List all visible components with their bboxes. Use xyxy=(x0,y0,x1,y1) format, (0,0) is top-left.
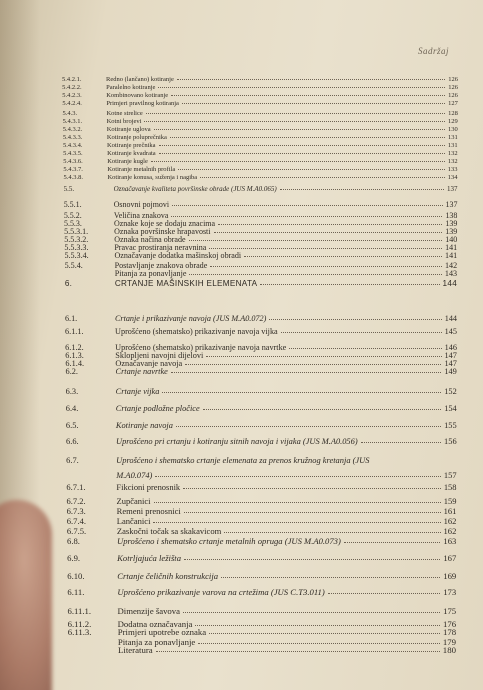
toc-entry xyxy=(63,134,458,141)
toc-entry xyxy=(65,327,457,336)
toc-leader-dots xyxy=(209,633,440,634)
toc-entry-number: 6.4. xyxy=(65,404,79,413)
toc-leader-dots xyxy=(210,266,442,267)
toc-entry-number: 6.3. xyxy=(65,387,79,396)
toc-leader-dots xyxy=(171,372,441,373)
toc-entry xyxy=(62,76,458,83)
toc-entry-page: 173 xyxy=(443,587,457,597)
toc-entry-page: 146 xyxy=(444,343,457,352)
toc-entry-page: 157 xyxy=(443,470,457,480)
toc-entry xyxy=(62,110,457,117)
toc-leader-dots xyxy=(183,488,441,489)
toc-entry-page: 179 xyxy=(442,637,457,647)
toc-entry-number: 5.4.3.8. xyxy=(63,174,83,181)
toc-entry-number: 6.7. xyxy=(66,455,79,465)
toc-entry xyxy=(62,84,458,91)
toc-entry xyxy=(63,166,457,173)
toc-leader-dots xyxy=(172,205,442,206)
toc-entry-title: Dimenzije šavova xyxy=(117,606,180,616)
toc-leader-dots xyxy=(189,274,441,275)
toc-entry-page: 132 xyxy=(447,158,458,165)
toc-entry-page: 131 xyxy=(447,142,458,149)
toc-entry-title: M.A0.074) xyxy=(116,470,153,480)
toc-entry xyxy=(67,516,457,526)
toc-entry-title: Kotrljajuća ležišta xyxy=(117,553,181,563)
toc-entry xyxy=(67,553,456,563)
toc-entry-page: 156 xyxy=(444,437,457,446)
toc-entry xyxy=(65,314,457,323)
toc-entry-number: 5.5.3.1. xyxy=(64,227,89,236)
toc-entry xyxy=(64,200,458,209)
toc-entry-number: 6.1.4. xyxy=(65,359,85,368)
toc-entry-title: CRTANJE MAŠINSKIH ELEMENATA xyxy=(114,279,258,288)
toc-entry-number: 5.5.3. xyxy=(63,219,82,228)
toc-entry-number: 5.5.3.2. xyxy=(64,235,89,244)
toc-entry-title: Kotiranje prečnika xyxy=(106,142,156,149)
toc-entry-page: 178 xyxy=(442,627,457,637)
toc-entry xyxy=(67,506,457,516)
toc-entry-title: Kotiranje uglova xyxy=(106,126,151,133)
toc-leader-dots xyxy=(200,177,445,178)
toc-entry-page: 144 xyxy=(442,279,458,288)
toc-leader-dots xyxy=(178,169,445,170)
toc-entry-title: Označavanje kvaliteta površinske obrade (JUS M.A0.065) xyxy=(113,185,277,193)
toc-leader-dots xyxy=(177,79,445,80)
toc-entry xyxy=(65,279,457,288)
toc-leader-dots xyxy=(195,625,440,626)
toc-leader-dots xyxy=(155,476,441,477)
toc-entry-number: 6.1.1. xyxy=(65,327,84,336)
toc-entry-title: Označavanje navoja xyxy=(115,359,183,368)
toc-entry-title: Literatura xyxy=(118,645,153,655)
toc-entry-number: 5.4.3.2. xyxy=(62,126,83,133)
toc-entry-page: 162 xyxy=(443,516,457,526)
toc-leader-dots xyxy=(184,559,440,560)
toc-leader-dots xyxy=(244,256,442,257)
toc-entry-number: 5.5.3.3. xyxy=(64,243,89,252)
toc-entry-number: 6.7.2. xyxy=(66,496,86,506)
toc-entry-title: Dodatna označavanja xyxy=(117,619,193,629)
toc-leader-dots xyxy=(184,512,441,513)
toc-entry-number: 6.5. xyxy=(65,421,79,430)
toc-entry xyxy=(63,150,458,157)
toc-leader-dots xyxy=(183,612,440,613)
toc-entry-title: Kotiranje kvadrata xyxy=(107,150,156,157)
toc-entry-page: 126 xyxy=(448,76,458,83)
toc-entry-page: 139 xyxy=(445,227,458,236)
toc-leader-dots xyxy=(182,103,445,104)
toc-leader-dots xyxy=(154,129,445,130)
toc-entry xyxy=(66,404,457,413)
toc-entry-title: Kotiranje konusa, suženja i nagiba xyxy=(107,174,198,181)
toc-entry-title: Kombinovano kotiranje xyxy=(106,92,169,99)
toc-entry-number: 5.5.4. xyxy=(64,261,83,270)
toc-entry-page: 159 xyxy=(443,496,457,506)
toc-entry-number: 6. xyxy=(64,279,73,288)
toc-entry xyxy=(66,470,456,480)
toc-leader-dots xyxy=(159,145,445,146)
toc-entry xyxy=(67,571,456,581)
toc-leader-dots xyxy=(281,332,442,333)
toc-entry-page: 149 xyxy=(444,367,457,376)
toc-entry-title: Lančanici xyxy=(116,516,151,526)
toc-leader-dots xyxy=(170,137,445,138)
toc-entry-title: Crtanje i prikazivanje navoja (JUS M.A0.072) xyxy=(114,314,267,323)
toc-entry xyxy=(67,496,457,506)
toc-entry-page: 126 xyxy=(448,84,458,91)
toc-entry-page: 127 xyxy=(448,100,458,107)
toc-entry-page: 147 xyxy=(444,359,457,368)
toc-entry xyxy=(66,455,456,465)
toc-entry-page: 132 xyxy=(447,150,458,157)
toc-entry-number: 6.7.3. xyxy=(66,506,86,516)
toc-entry-title: Kotiranje metalnih profila xyxy=(107,166,176,173)
toc-entry-title: Uprošćeno i shematsko crtanje elemenata za prenos kružnog kretanja (JUS xyxy=(116,455,370,465)
toc-entry-page: 143 xyxy=(444,269,458,278)
toc-entry-title: Kotiranje kugle xyxy=(107,158,148,165)
toc-entry-title: Oznaka načina obrade xyxy=(114,235,186,244)
toc-entry-title: Oznaka površinske hrapavosti xyxy=(114,227,211,236)
toc-entry-number: 6.7.4. xyxy=(66,516,86,526)
toc-entry-number: 5.4.3.6. xyxy=(63,158,83,165)
toc-entry-number: 5.5.1. xyxy=(63,200,82,209)
toc-entry xyxy=(67,526,456,536)
toc-entry-number: 6.9. xyxy=(67,553,81,563)
toc-entry xyxy=(66,421,457,430)
toc-entry-page: 130 xyxy=(448,126,458,133)
toc-entry-number: 5.5. xyxy=(63,185,75,193)
toc-entry-title: Kotiranje navoja xyxy=(115,421,173,430)
toc-entry-page: 158 xyxy=(443,482,457,492)
toc-entry-title: Pitanja za ponavljanje xyxy=(114,269,187,278)
toc-entry xyxy=(66,437,457,446)
toc-entry xyxy=(68,645,456,655)
toc-entry-page: 131 xyxy=(447,134,458,141)
toc-entry-page: 138 xyxy=(445,211,458,220)
toc-entry-title: Kotiranje poluprečnika xyxy=(106,134,167,141)
toc-leader-dots xyxy=(224,532,440,533)
toc-entry-title: Osnovni pojmovi xyxy=(113,200,170,209)
toc-entry-title: Paralelno kotiranje xyxy=(106,84,156,91)
toc-entry-title: Uprošćeno prikazivanje varova na crtežima (JUS C.T3.011) xyxy=(117,587,325,597)
toc-entry-title: Uprošćeno i shematsko crtanje metalnih opruga (JUS M.A0.073) xyxy=(117,536,341,546)
toc-leader-dots xyxy=(153,522,440,523)
toc-entry-number: 5.4.2.3. xyxy=(62,92,82,99)
toc-entry-page: 162 xyxy=(443,526,457,536)
toc-entry-number: 6.7.1. xyxy=(66,482,86,492)
toc-entry-page: 141 xyxy=(445,251,458,260)
toc-leader-dots xyxy=(221,577,440,578)
toc-entry-number: 6.1. xyxy=(64,314,78,323)
toc-leader-dots xyxy=(198,643,440,644)
toc-leader-dots xyxy=(289,348,441,349)
toc-entry-number: 5.4.3.3. xyxy=(62,134,83,141)
toc-leader-dots xyxy=(171,216,442,217)
toc-leader-dots xyxy=(158,87,445,88)
toc-entry-number: 5.4.3.4. xyxy=(62,142,83,149)
toc-leader-dots xyxy=(218,224,442,225)
toc-entry-page: 145 xyxy=(444,327,457,336)
toc-leader-dots xyxy=(185,364,441,365)
toc-entry xyxy=(62,100,458,107)
toc-leader-dots xyxy=(154,502,441,503)
toc-entry xyxy=(68,606,457,616)
toc-leader-dots xyxy=(189,240,443,241)
toc-entry-number: 5.5.2. xyxy=(63,211,82,220)
toc-leader-dots xyxy=(260,284,439,285)
toc-entry-title: Primjeri upotrebe oznaka xyxy=(117,627,207,637)
toc-entry-title: Crtanje vijka xyxy=(115,387,160,396)
toc-entry-page: 142 xyxy=(444,261,458,270)
toc-leader-dots xyxy=(146,113,445,114)
toc-entry-number: 5.4.3.7. xyxy=(63,166,83,173)
toc-entry-page: 147 xyxy=(444,351,457,360)
toc-entry xyxy=(63,118,458,125)
toc-entry xyxy=(66,482,456,492)
toc-entry-page: 169 xyxy=(443,571,457,581)
toc-entry-number: 6.11.2. xyxy=(67,619,92,629)
toc-entry-title: Primjeri pravilnog kotiranja xyxy=(106,100,179,107)
toc-entry-title: Kotne strelice xyxy=(106,110,143,117)
toc-leader-dots xyxy=(156,651,440,652)
toc-entry-title: Remeni prenosnici xyxy=(116,506,181,516)
toc-entry-number: 6.1.2. xyxy=(65,343,84,352)
toc-leader-dots xyxy=(214,232,443,233)
toc-entry xyxy=(63,158,457,165)
toc-leader-dots xyxy=(159,153,445,154)
toc-entry-number: 6.2. xyxy=(65,367,78,376)
toc-entry-page: 180 xyxy=(442,645,456,655)
toc-entry-page: 139 xyxy=(445,219,458,228)
toc-entry-title: Crtanje navrtke xyxy=(115,367,168,376)
toc-entry xyxy=(62,92,458,99)
toc-entry-page: 140 xyxy=(445,235,458,244)
toc-leader-dots xyxy=(328,593,440,594)
toc-entry-title: Uprošćeno pri crtanju i kotiranju sitnih navoja i vijaka (JUS M.A0.056) xyxy=(116,437,358,446)
toc-entry-page: 137 xyxy=(446,185,458,193)
toc-entry-number: 6.11. xyxy=(67,587,85,597)
toc-leader-dots xyxy=(280,189,444,190)
toc-entry xyxy=(63,142,458,149)
toc-entry-page: 175 xyxy=(443,606,457,616)
toc-leader-dots xyxy=(209,248,442,249)
toc-entry xyxy=(68,627,456,637)
thumb-photo-overlay xyxy=(0,500,52,690)
toc-leader-dots xyxy=(171,95,445,96)
toc-entry-title: Zaskočni točak sa skakavicom xyxy=(116,526,222,536)
toc-entry xyxy=(64,185,458,193)
toc-entry xyxy=(67,587,456,597)
toc-entry-title: Zupčanici xyxy=(116,496,151,506)
toc-entry-title: Fikcioni prenosnik xyxy=(116,482,181,492)
toc-entry-page: 167 xyxy=(443,553,457,563)
toc-entry-number: 6.6. xyxy=(66,437,79,446)
toc-entry-number: 6.11.1. xyxy=(67,606,92,616)
toc-entry-title: Redno (lančano) kotiranje xyxy=(106,76,174,83)
toc-entry-number: 5.4.3.5. xyxy=(63,150,83,157)
toc-leader-dots xyxy=(361,442,441,443)
toc-leader-dots xyxy=(151,161,445,162)
toc-entry xyxy=(66,387,457,396)
toc-entry-page: 141 xyxy=(445,243,458,252)
toc-entry xyxy=(64,251,457,260)
toc-leader-dots xyxy=(203,409,442,410)
toc-entry-title: Uprošćeno (shematsko) prikazivanje navoja navrtke xyxy=(115,343,287,352)
toc-entry-page: 126 xyxy=(448,92,458,99)
running-head: Sadržaj xyxy=(418,46,450,56)
toc-leader-dots xyxy=(176,426,441,427)
toc-entry-title: Označavanje dodatka mašinskoj obradi xyxy=(114,251,242,260)
toc-entry-page: 133 xyxy=(447,166,458,173)
toc-leader-dots xyxy=(344,542,441,543)
toc-entry-title: Sklopljeni navojni dijelovi xyxy=(115,351,204,360)
toc-entry-title: Uprošćeno (shematsko) prikazivanje navoja vijka xyxy=(115,327,278,336)
toc-entry-number: 5.4.2.2. xyxy=(62,84,82,91)
toc-entry-page: 144 xyxy=(444,314,458,323)
toc-entry-page: 152 xyxy=(444,387,457,396)
toc-entry-number: 5.4.2.1. xyxy=(62,76,82,83)
toc-leader-dots xyxy=(269,319,441,320)
toc-entry-title: Kotni brojevi xyxy=(106,118,142,125)
toc-entry-page: 154 xyxy=(444,404,457,413)
toc-entry-page: 176 xyxy=(443,619,457,629)
toc-entry xyxy=(66,367,457,376)
toc-entry-title: Pravac prostiranja neravnina xyxy=(114,243,207,252)
toc-leader-dots xyxy=(162,392,441,393)
toc-entry-number: 5.4.3.1. xyxy=(62,118,83,125)
toc-entry-page: 161 xyxy=(443,506,457,516)
toc-entry-page: 129 xyxy=(448,118,458,125)
toc-leader-dots xyxy=(144,121,445,122)
toc-entry-number: 5.4.2.4. xyxy=(62,100,82,107)
toc-entry-title: Oznake koje se dodaju znacima xyxy=(113,219,216,228)
toc-entry-page: 134 xyxy=(447,174,458,181)
toc-entry-page: 128 xyxy=(448,110,458,117)
toc-entry-number: 6.7.5. xyxy=(66,526,87,536)
toc-entry-number: 5.4.3. xyxy=(62,110,78,117)
toc-entry xyxy=(63,126,458,133)
toc-leader-dots xyxy=(206,356,441,357)
toc-entry xyxy=(67,536,456,546)
toc-entry xyxy=(63,174,457,181)
toc-entry-page: 163 xyxy=(443,536,457,546)
toc-entry-number: 6.8. xyxy=(67,536,80,546)
toc-entry-title: Pitanja za ponavljanje xyxy=(117,637,196,647)
toc-entry-page: 137 xyxy=(445,200,458,209)
toc-entry-number: 6.1.3. xyxy=(65,351,84,360)
toc-entry-title: Veličina znakova xyxy=(113,211,169,220)
toc-entry xyxy=(65,269,457,278)
toc-entry-number: 6.10. xyxy=(67,571,85,581)
toc-entry-number: 5.5.3.4. xyxy=(64,251,89,260)
toc-entry-title: Postavljanje znakova obrade xyxy=(114,261,208,270)
toc-entry-title: Crtanje podložne pločice xyxy=(115,404,200,413)
toc-entry-number: 6.11.3. xyxy=(67,627,92,637)
toc-entry-page: 155 xyxy=(444,421,457,430)
toc-entry-title: Crtanje čeličnih konstrukcija xyxy=(117,571,219,581)
